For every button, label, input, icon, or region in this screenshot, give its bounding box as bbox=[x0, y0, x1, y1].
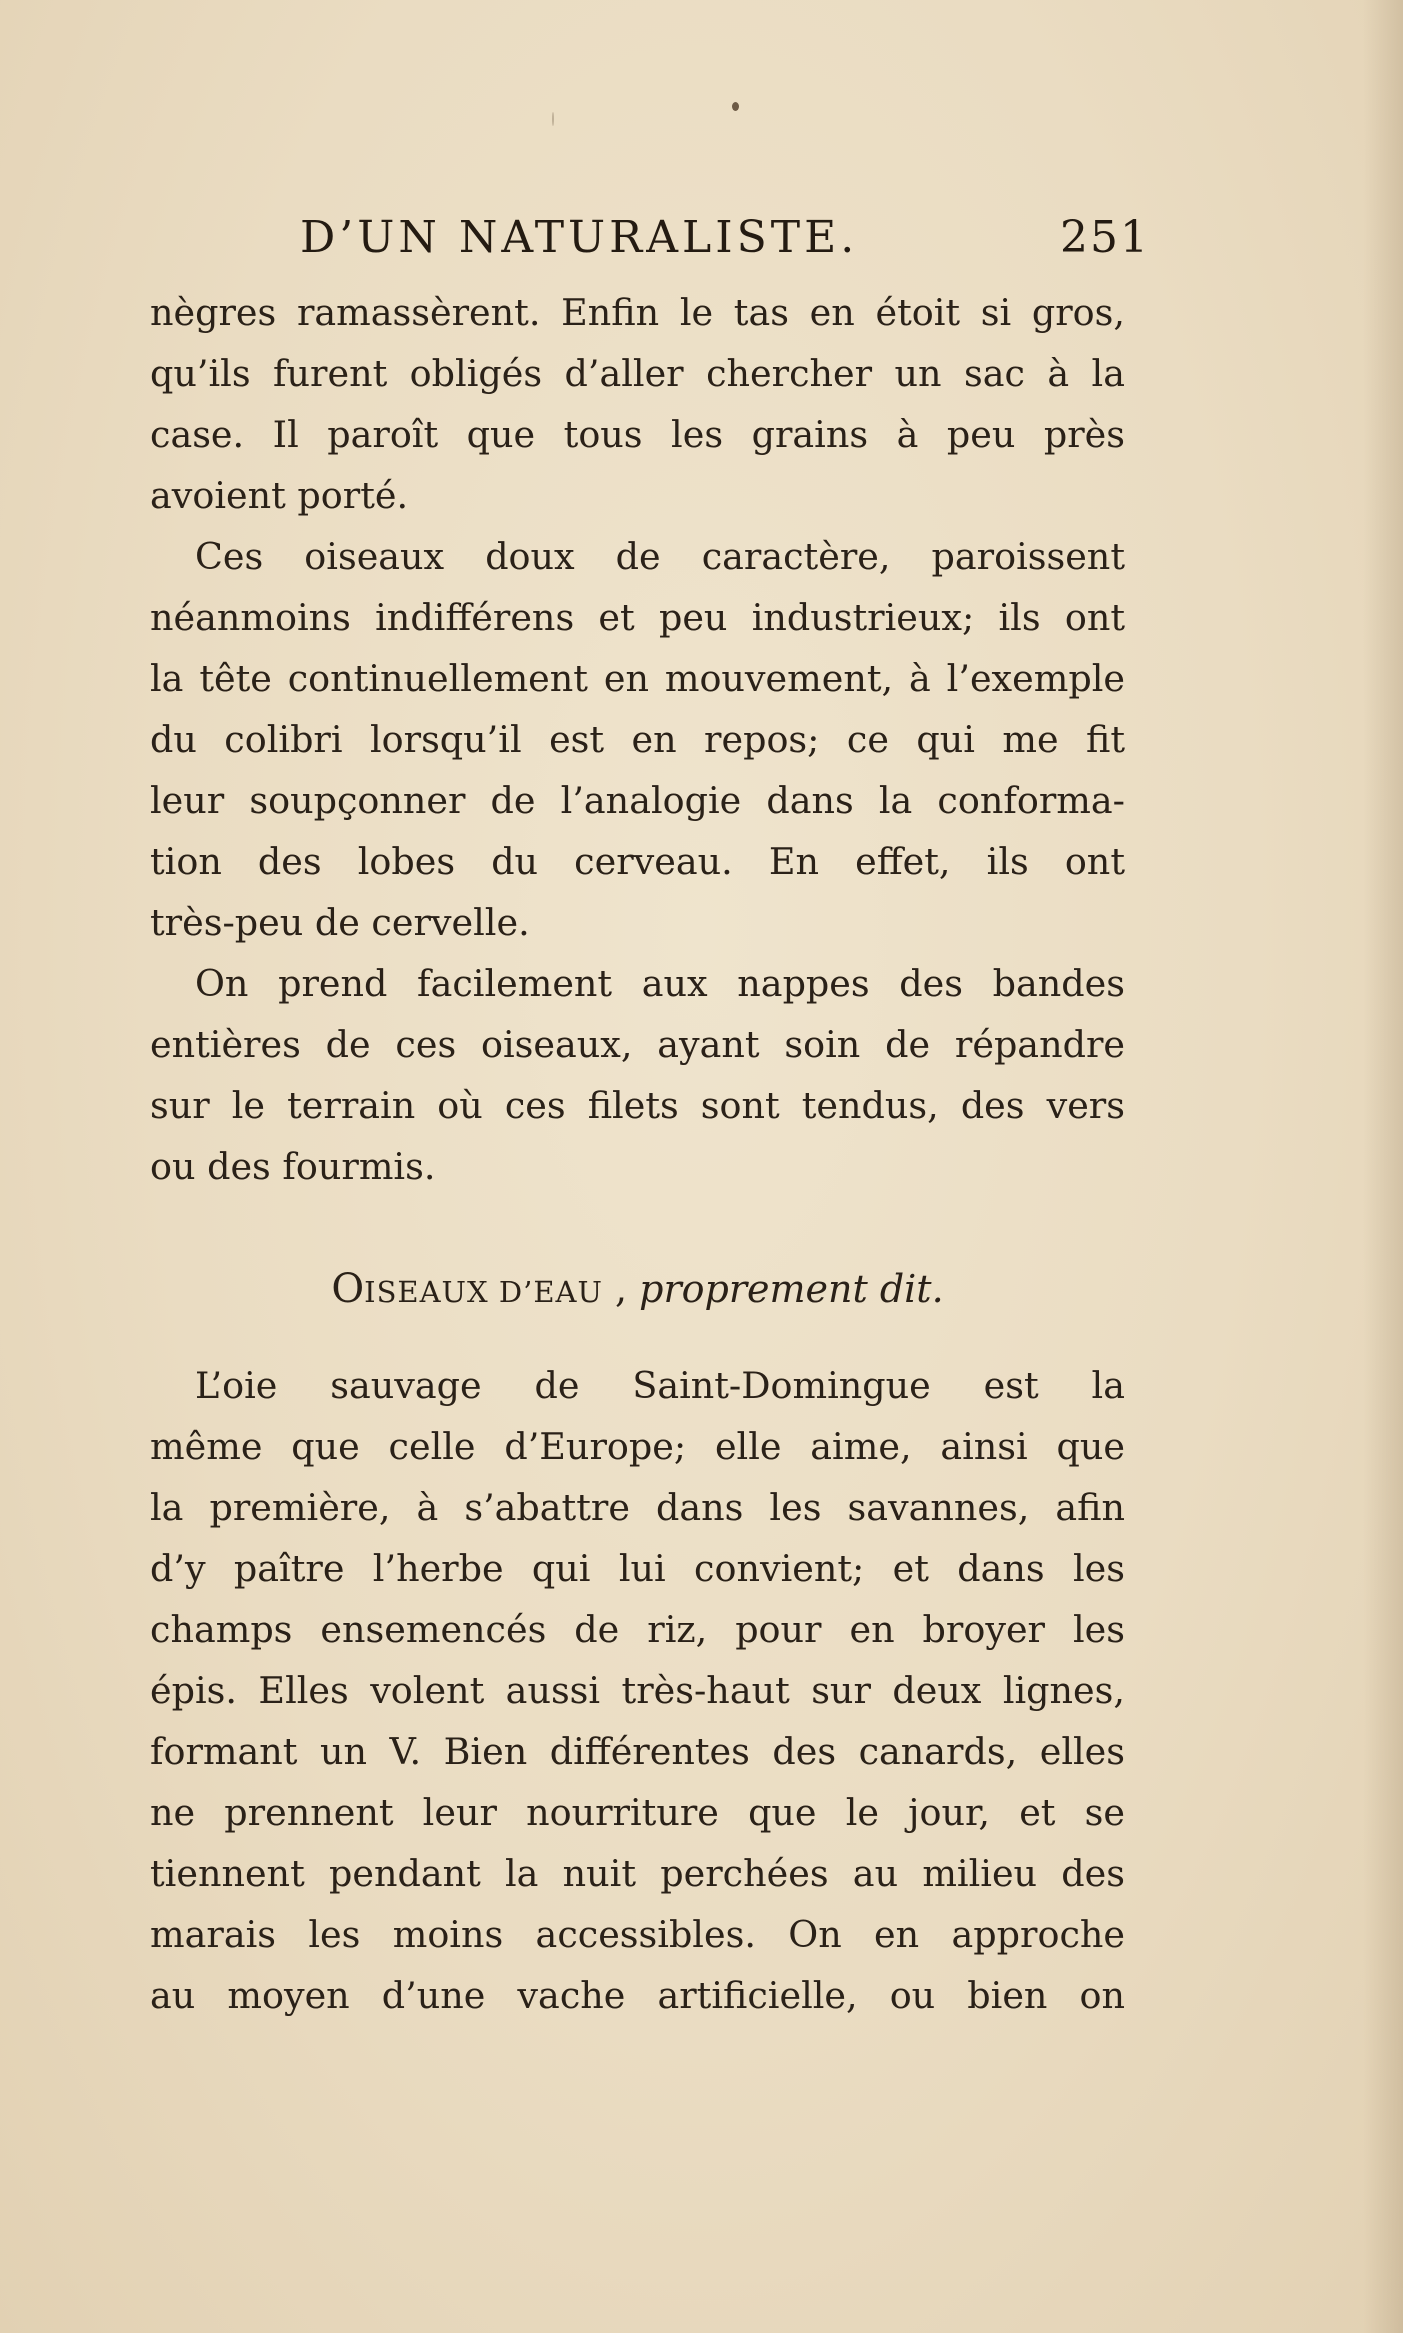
text-line: très-peu de cervelle. bbox=[150, 901, 530, 944]
heading-italic: proprement dit. bbox=[639, 1267, 944, 1311]
heading-separator: , bbox=[602, 1267, 640, 1311]
paper-speck bbox=[552, 112, 554, 126]
text-line: champs ensemencés de riz, pour en broyer les bbox=[150, 1608, 1125, 1651]
section-heading bbox=[150, 1259, 1125, 1319]
text-line: ne prennent leur nourriture que le jour, et se bbox=[150, 1791, 1125, 1834]
text-line: même que celle d’Europe; elle aime, ainsi que bbox=[150, 1425, 1125, 1468]
page-edge-shadow bbox=[1363, 0, 1403, 2333]
paragraph bbox=[150, 282, 1125, 526]
text-line: L’oie sauvage de Saint-Domingue est la bbox=[195, 1364, 1125, 1407]
paragraph bbox=[150, 526, 1125, 953]
running-head: D’UN NATURALISTE. bbox=[300, 212, 859, 263]
text-line: d’y paître l’herbe qui lui convient; et dans les bbox=[150, 1547, 1125, 1590]
text-line: formant un V. Bien différentes des canards, elles bbox=[150, 1730, 1125, 1773]
heading-small-caps: EAU bbox=[533, 1275, 603, 1309]
text-line: qu’ils furent obligés d’aller chercher un sac à la bbox=[150, 352, 1125, 395]
text-line: marais les moins accessibles. On en approche bbox=[150, 1913, 1125, 1956]
text-line: néanmoins indifférens et peu industrieux; ils ont bbox=[150, 596, 1125, 639]
text-line: épis. Elles volent aussi très-haut sur deux lignes, bbox=[150, 1669, 1125, 1712]
paragraph bbox=[150, 1355, 1125, 2026]
text-line: du colibri lorsqu’il est en repos; ce qui me fit bbox=[150, 718, 1125, 761]
text-line: entières de ces oiseaux, ayant soin de répandre bbox=[150, 1023, 1125, 1066]
text-line: ou des fourmis. bbox=[150, 1145, 436, 1188]
text-line: leur soupçonner de l’analogie dans la conforma- bbox=[150, 779, 1125, 822]
text-line: sur le terrain où ces filets sont tendus, des vers bbox=[150, 1084, 1125, 1127]
text-line: avoient porté. bbox=[150, 474, 409, 517]
text-line: au moyen d’une vache artificielle, ou bien on bbox=[150, 1974, 1125, 2017]
page-header bbox=[150, 212, 1150, 272]
paragraph bbox=[150, 953, 1125, 1197]
text-line: nègres ramassèrent. Enfin le tas en étoit si gros, bbox=[150, 291, 1125, 334]
text-line: tiennent pendant la nuit perchées au milieu des bbox=[150, 1852, 1125, 1895]
body-text bbox=[150, 282, 1125, 2026]
heading-small-caps: ISEAUX bbox=[364, 1275, 489, 1309]
heading-capital: O bbox=[331, 1266, 365, 1312]
text-line: la première, à s’abattre dans les savannes, afin bbox=[150, 1486, 1125, 1529]
paper-speck bbox=[732, 102, 739, 111]
heading-small-caps: D’ bbox=[488, 1275, 534, 1309]
text-line: case. Il paroît que tous les grains à peu près bbox=[150, 413, 1125, 456]
text-line: tion des lobes du cerveau. En effet, ils ont bbox=[150, 840, 1125, 883]
text-line: Ces oiseaux doux de caractère, paroissent bbox=[195, 535, 1125, 578]
text-line: On prend facilement aux nappes des bandes bbox=[195, 962, 1125, 1005]
page-number: 251 bbox=[1060, 212, 1150, 263]
text-line: la tête continuellement en mouvement, à l’exemple bbox=[150, 657, 1125, 700]
